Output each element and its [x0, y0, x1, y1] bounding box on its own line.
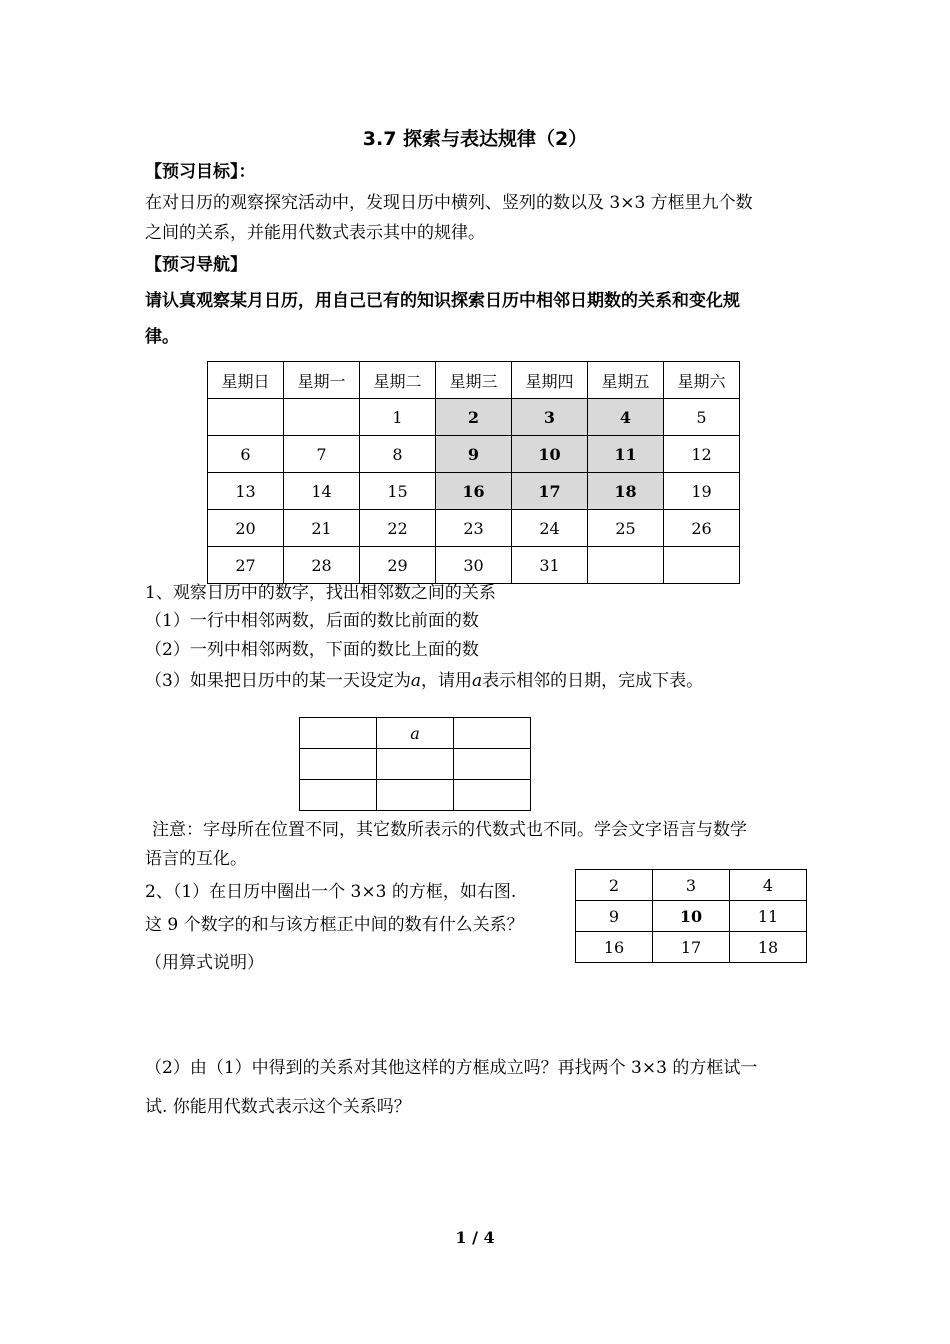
three-by-three-box [575, 869, 807, 963]
calendar-day: 19 [664, 473, 740, 510]
variable-a: a [471, 671, 483, 691]
calendar-day: 24 [512, 510, 588, 547]
calendar-table [207, 361, 740, 584]
calendar-day [664, 547, 740, 584]
calendar-header: 星期五 [588, 362, 664, 399]
box-cell: 16 [576, 932, 653, 963]
calendar-day-highlighted: 3 [512, 399, 588, 436]
box-cell: 4 [730, 870, 807, 901]
q2-line-2: 这 9 个数字的和与该方框正中间的数有什么关系？ [145, 915, 524, 935]
q1-part-c [145, 666, 703, 696]
box-center-cell: 10 [653, 901, 730, 932]
answer-cell[interactable] [454, 749, 531, 780]
calendar-day: 22 [360, 510, 436, 547]
page-number: 1 / 4 [455, 1228, 495, 1247]
calendar-day: 20 [208, 510, 284, 547]
calendar-day: 7 [284, 436, 360, 473]
calendar-row [208, 510, 740, 547]
note-line-2: 语言的互化。 [145, 849, 247, 869]
q1-intro: 1、观察日历中的数字，找出相邻数之间的关系 [145, 583, 496, 603]
box-cell: 9 [576, 901, 653, 932]
calendar-day-highlighted: 11 [588, 436, 664, 473]
q2-line-1: 2、（1）在日历中圈出一个 3×3 的方框，如右图. [145, 882, 517, 902]
box-cell: 3 [653, 870, 730, 901]
q1-part-c-text-1: （3）如果把日历中的某一天设定为 [145, 671, 411, 691]
calendar-day: 13 [208, 473, 284, 510]
calendar-header: 星期四 [512, 362, 588, 399]
box-cell: 2 [576, 870, 653, 901]
calendar-header: 星期二 [360, 362, 436, 399]
calendar-header-row [208, 362, 740, 399]
calendar-row [208, 473, 740, 510]
calendar-day-highlighted: 18 [588, 473, 664, 510]
calendar-day-highlighted: 4 [588, 399, 664, 436]
q2-line-3: （用算式说明） [145, 953, 264, 973]
answer-cell[interactable] [377, 749, 454, 780]
calendar-header: 星期日 [208, 362, 284, 399]
q1-part-b: （2）一列中相邻两数，下面的数比上面的数 [145, 640, 479, 660]
q1-part-c-text-2: ，请用 [420, 671, 472, 691]
calendar-day: 25 [588, 510, 664, 547]
calendar-day [588, 547, 664, 584]
calendar-day: 31 [512, 547, 588, 584]
calendar-day: 26 [664, 510, 740, 547]
answer-cell[interactable] [300, 749, 377, 780]
calendar-day: 29 [360, 547, 436, 584]
guide-line-2: 律。 [145, 327, 179, 347]
box-cell: 11 [730, 901, 807, 932]
calendar-day-highlighted: 9 [436, 436, 512, 473]
calendar-day-highlighted: 17 [512, 473, 588, 510]
calendar-day: 14 [284, 473, 360, 510]
box-cell: 17 [653, 932, 730, 963]
q2-part2-line-1: （2）由（1）中得到的关系对其他这样的方框成立吗？再找两个 3×3 的方框试一 [145, 1058, 758, 1078]
calendar-day: 6 [208, 436, 284, 473]
q2-part2-line-2: 试. 你能用代数式表示这个关系吗？ [145, 1097, 411, 1117]
objective-heading: 【预习目标】： [145, 162, 256, 182]
calendar-header: 星期六 [664, 362, 740, 399]
calendar-row [208, 436, 740, 473]
calendar-day [208, 399, 284, 436]
calendar-day: 1 [360, 399, 436, 436]
calendar-day: 27 [208, 547, 284, 584]
box-cell: 18 [730, 932, 807, 963]
calendar-row [208, 399, 740, 436]
calendar-day: 23 [436, 510, 512, 547]
answer-cell[interactable] [377, 780, 454, 811]
page-title: 3.7 探索与表达规律（2） [362, 128, 588, 150]
calendar-day: 15 [360, 473, 436, 510]
calendar-day: 30 [436, 547, 512, 584]
guide-line-1: 请认真观察某月日历，用自己已有的知识探索日历中相邻日期数的关系和变化规 [145, 291, 740, 311]
calendar-header: 星期一 [284, 362, 360, 399]
calendar-day: 28 [284, 547, 360, 584]
q1-part-c-text-3: 表示相邻的日期，完成下表。 [482, 671, 704, 691]
calendar-day: 12 [664, 436, 740, 473]
a-neighbors-table [299, 717, 531, 811]
objective-line-1: 在对日历的观察探究活动中，发现日历中横列、竖列的数以及 3×3 方框里九个数 [145, 193, 753, 213]
calendar-day: 5 [664, 399, 740, 436]
guide-heading: 【预习导航】 [145, 255, 247, 275]
calendar-day-highlighted: 2 [436, 399, 512, 436]
center-variable-cell: a [377, 718, 454, 749]
calendar-day-highlighted: 10 [512, 436, 588, 473]
calendar-header: 星期三 [436, 362, 512, 399]
answer-cell[interactable] [300, 780, 377, 811]
q1-part-a: （1）一行中相邻两数，后面的数比前面的数 [145, 611, 479, 631]
calendar-day: 8 [360, 436, 436, 473]
calendar-day: 21 [284, 510, 360, 547]
variable-a: a [410, 671, 421, 691]
calendar-day [284, 399, 360, 436]
answer-cell[interactable] [454, 780, 531, 811]
answer-cell[interactable] [454, 718, 531, 749]
answer-cell[interactable] [300, 718, 377, 749]
objective-line-2: 之间的关系，并能用代数式表示其中的规律。 [145, 223, 485, 243]
note-line-1: 注意：字母所在位置不同，其它数所表示的代数式也不同。学会文字语言与数学 [152, 820, 747, 840]
calendar-day-highlighted: 16 [436, 473, 512, 510]
